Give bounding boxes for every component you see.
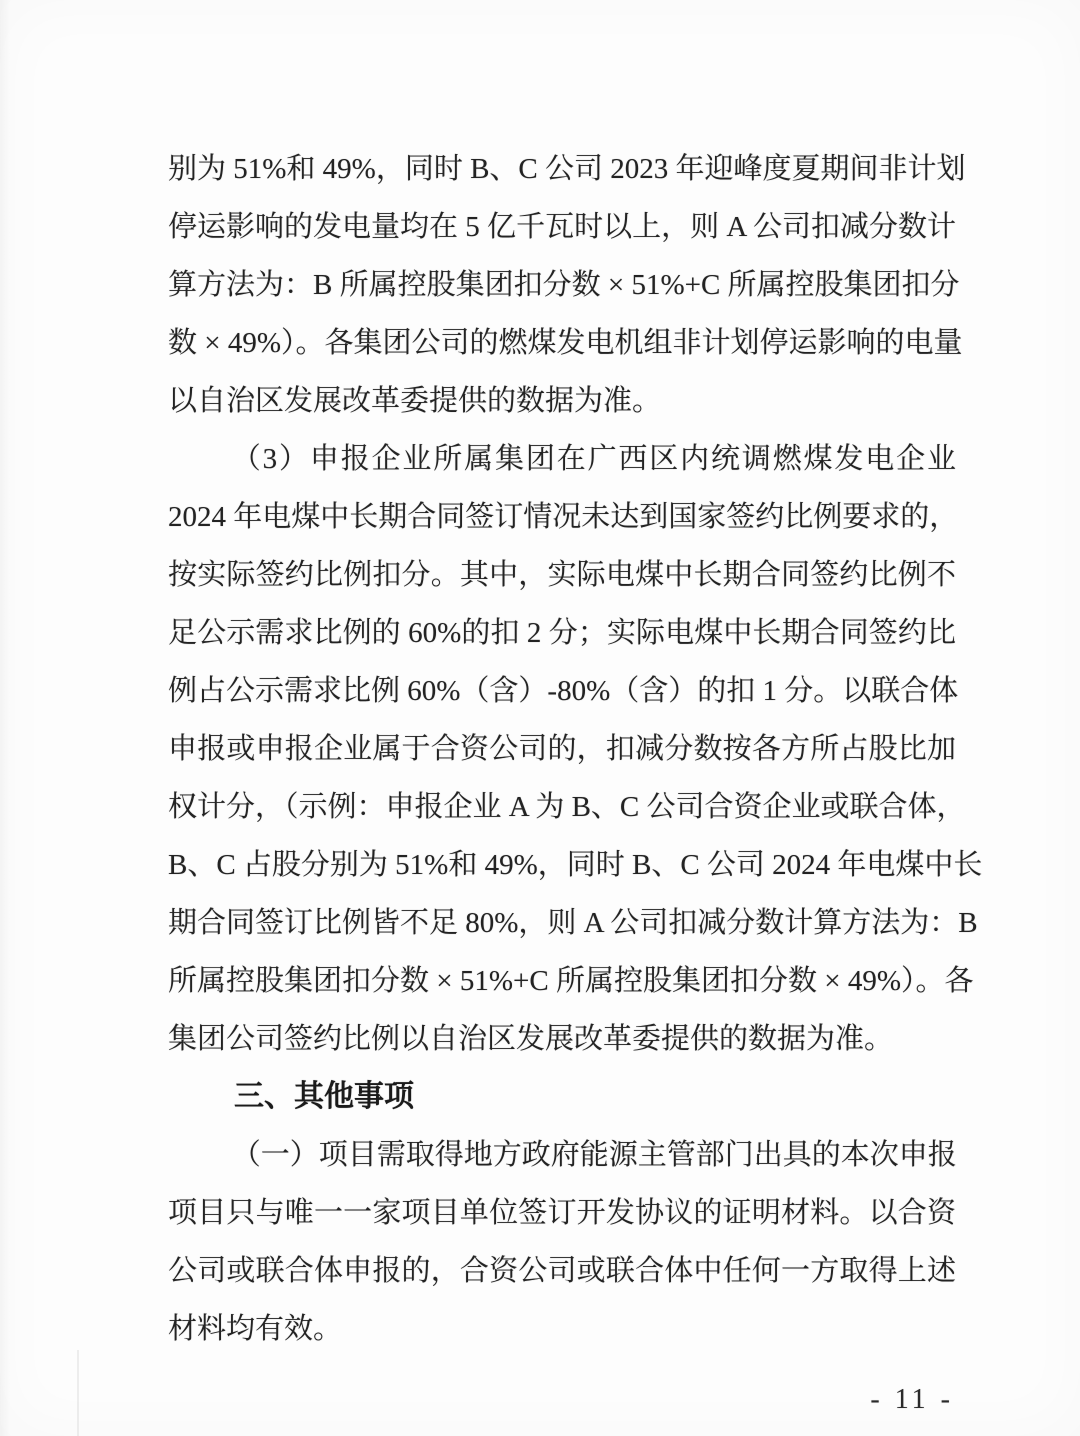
text-line: 项目只与唯一一家项目单位签订开发协议的证明材料。以合资 [168, 1197, 956, 1229]
text-line: 例占公示需求比例 60%（含）-80%（含）的扣 1 分。以联合体 [168, 675, 959, 707]
text-line: 2024 年电煤中长期合同签订情况未达到国家签约比例要求的， [168, 501, 959, 533]
text-line: 数 × 49%）。各集团公司的燃煤发电机组非计划停运影响的电量 [168, 327, 963, 359]
text-line: 按实际签约比例扣分。其中，实际电煤中长期合同签约比例不 [168, 559, 956, 591]
text-line: 材料均有效。 [168, 1313, 343, 1345]
text-line: 权计分，（示例：申报企业 A 为 B、C 公司合资企业或联合体， [168, 791, 966, 823]
text-line: （一）项目需取得地方政府能源主管部门出具的本次申报 [231, 1139, 957, 1171]
scan-artifact-line [77, 1350, 79, 1436]
text-line: 期合同签订比例皆不足 80%，则 A 公司扣减分数计算方法为：B [168, 907, 978, 939]
section-heading: 三、其他事项 [234, 1080, 414, 1113]
page-number: - 11 - [870, 1384, 954, 1415]
scan-edge-shading [0, 0, 10, 1436]
document-body [168, 140, 983, 1358]
text-line: B、C 占股分别为 51%和 49%，同时 B、C 公司 2024 年电煤中长 [168, 849, 983, 881]
text-line: 算方法为：B 所属控股集团扣分数 × 51%+C 所属控股集团扣分 [168, 269, 960, 301]
text-line: 集团公司签约比例以自治区发展改革委提供的数据为准。 [168, 1023, 894, 1055]
text-line: 申报或申报企业属于合资公司的，扣减分数按各方所占股比加 [168, 733, 956, 765]
text-line: （3）申报企业所属集团在广西区内统调燃煤发电企业 [231, 443, 956, 475]
text-line: 别为 51%和 49%，同时 B、C 公司 2023 年迎峰度夏期间非计划 [168, 153, 966, 185]
text-line: 所属控股集团扣分数 × 51%+C 所属控股集团扣分数 × 49%）。各 [168, 965, 974, 997]
text-line: 公司或联合体申报的，合资公司或联合体中任何一方取得上述 [168, 1255, 956, 1287]
text-line: 足公示需求比例的 60%的扣 2 分；实际电煤中长期合同签约比 [168, 617, 956, 649]
text-line: 停运影响的发电量均在 5 亿千瓦时以上，则 A 公司扣减分数计 [168, 211, 956, 243]
text-line: 以自治区发展改革委提供的数据为准。 [168, 385, 662, 417]
